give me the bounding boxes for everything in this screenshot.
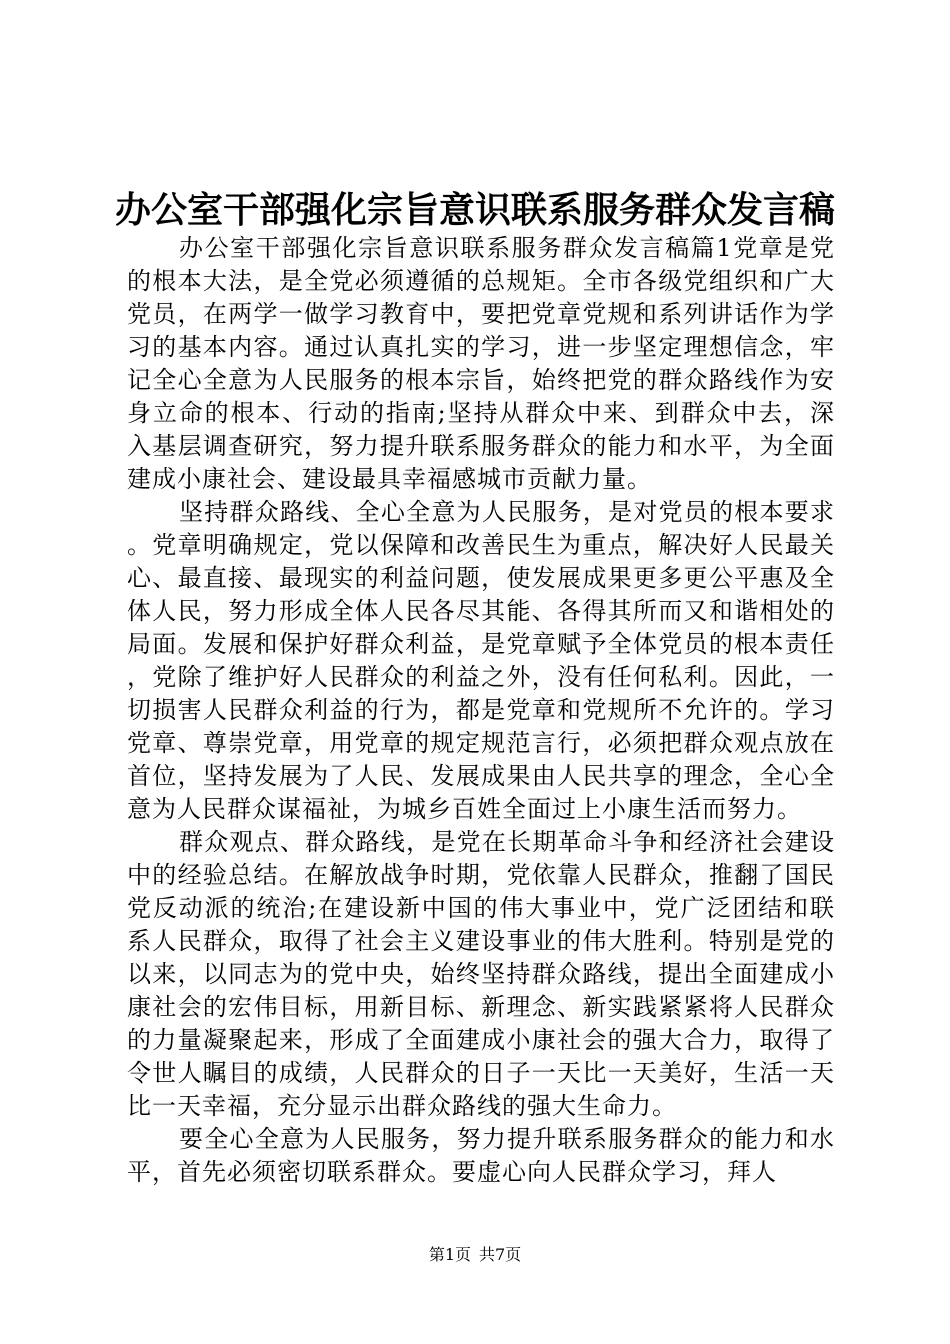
paragraph-2: 坚持群众路线、全心全意为人民服务，是对党员的根本要求。党章明确规定，党以保障和改善民生为重点，解决好人民最关心、最直接、最现实的利益问题，使发展成果更多更公平惠及全体人民，努力形成全体人民各尽其能、各得其所而又和谐相处的局面。发展和保护好群众利益，是党章赋予全体党员的根本责任，党除了维护好人民群众的利益之外，没有任何私利。因此，一切损害人民群众利益的行为，都是党章和党规所不允许的。学习党章、尊崇党章，用党章的规定规范言行，必须把群众观点放在首位，坚持发展为了人民、发展成果由人民共享的理念，全心全意为人民群众谋福祉，为城乡百姓全面过上小康生活而努力。	[127, 498, 835, 823]
paragraph-3: 群众观点、群众路线，是党在长期革命斗争和经济社会建设中的经验总结。在解放战争时期，党依靠人民群众，推翻了国民党反动派的统治;在建设新中国的伟大事业中，党广泛团结和联系人民群众，取得了社会主义建设事业的伟大胜利。特别是党的以来，以同志为的党中央，始终坚持群众路线，提出全面建成小康社会的宏伟目标，用新目标、新理念、新实践紧紧将人民群众的力量凝聚起来，形成了全面建成小康社会的强大合力，取得了令世人瞩目的成绩，人民群众的日子一天比一天美好，生活一天比一天幸福，充分显示出群众路线的强大生命力。	[127, 828, 835, 1120]
page-number: 第1页	[428, 1245, 471, 1264]
document-body	[127, 232, 835, 1189]
document-title: 办公室干部强化宗旨意识联系服务群众发言稿	[114, 189, 835, 231]
page-footer	[0, 1244, 950, 1266]
page-total: 共7页	[479, 1245, 522, 1264]
paragraph-4: 要全心全意为人民服务，努力提升联系服务群众的能力和水平，首先必须密切联系群众。要虚心向人民群众学习，拜人	[127, 1125, 835, 1186]
paragraph-1: 办公室干部强化宗旨意识联系服务群众发言稿篇1党章是党的根本大法，是全党必须遵循的总规矩。全市各级党组织和广大党员，在两学一做学习教育中，要把党章党规和系列讲话作为学习的基本内容。通过认真扎实的学习，进一步坚定理想信念，牢记全心全意为人民服务的根本宗旨，始终把党的群众路线作为安身立命的根本、行动的指南;坚持从群众中来、到群众中去，深入基层调查研究，努力提升联系服务群众的能力和水平，为全面建成小康社会、建设最具幸福感城市贡献力量。	[127, 234, 835, 493]
